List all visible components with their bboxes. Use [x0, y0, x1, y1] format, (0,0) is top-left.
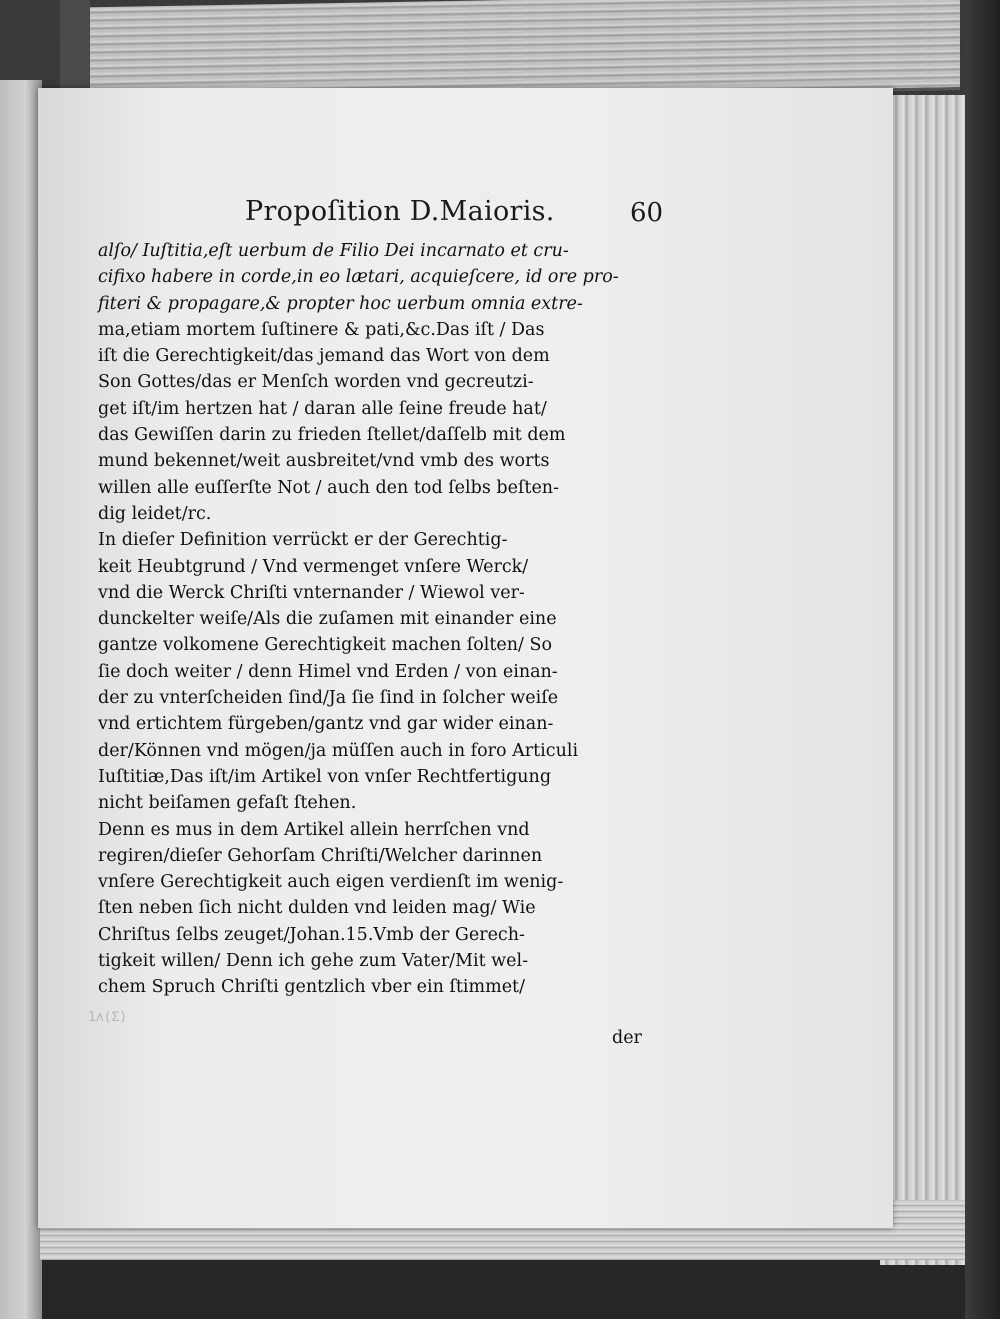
text-line: ſie doch weiter / denn Himel vnd Erden / von einan-: [98, 661, 558, 682]
text-line: Son Gottes/das er Menſch worden vnd gecreutzi-: [98, 372, 534, 393]
catchword: der: [612, 1028, 642, 1048]
text-line: willen alle euſſerſte Not / auch den tod ſelbs beſten-: [98, 477, 559, 498]
text-line: der zu vnterſcheiden ſind/Ja ſie ſind in ſolcher weiſe: [98, 688, 559, 709]
background-right: [965, 0, 1000, 1319]
faint-stamp: 1ʌ(Σ): [88, 1010, 128, 1025]
page-stack-right: [880, 95, 969, 1265]
text-line: alſo/ Iuſtitia,eſt uerbum de Filio Dei incarnato et cru-: [98, 241, 569, 261]
text-line: tigkeit willen/ Denn ich gehe zum Vater/Mit wel-: [98, 951, 529, 972]
text-line: nicht beiſamen gefaſt ſtehen.: [98, 793, 357, 814]
text-line: gantze volkomene Gerechtigkeit machen ſolten/ So: [98, 635, 553, 656]
binding-shadow: [60, 0, 90, 90]
text-line: regiren/dieſer Gehorſam Chriſti/Welcher darinnen: [98, 845, 543, 866]
text-line: das Gewiſſen darin zu frieden ſtellet/daſſelb mit dem: [98, 425, 566, 446]
text-line: keit Heubtgrund / Vnd vermenget vnſere Werck/: [98, 556, 529, 577]
text-line: vnd die Werck Chriſti vnternander / Wiewol ver-: [98, 582, 525, 603]
text-line: vnd ertichtem fürgeben/gantz vnd gar wider einan-: [98, 714, 554, 735]
text-line: fiteri & propagare,& propter hoc uerbum omnia extre-: [98, 293, 583, 314]
text-line: iſt die Gerechtigkeit/das jemand das Wort von dem: [98, 346, 550, 367]
text-line: dig leidet/rc.: [98, 503, 212, 524]
text-line: get iſt/im hertzen hat / daran alle ſeine freude hat/: [98, 398, 547, 419]
text-line: ma,etiam mortem ſuſtinere & pati,&c.Das iſt / Das: [98, 319, 545, 340]
body-text: [98, 238, 658, 1001]
running-head: Propoſition D.Maioris.: [245, 196, 555, 227]
text-line: Chriſtus ſelbs zeuget/Johan.15.Vmb der Gerech-: [98, 924, 525, 945]
text-line: Denn es mus in dem Artikel allein herrſchen vnd: [98, 819, 530, 840]
text-line: mund bekennet/weit ausbreitet/vnd vmb des worts: [98, 451, 550, 472]
text-line: der/Können vnd mögen/ja müſſen auch in foro Articuli: [98, 740, 579, 761]
left-facing-page-edge: [0, 80, 42, 1319]
page-number: 60: [630, 198, 664, 228]
text-line: chem Spruch Chriſti gentzlich vber ein ſtimmet/: [98, 977, 525, 998]
text-line: In dieſer Definition verrückt er der Gerechtig-: [98, 530, 508, 551]
text-line: vnſere Gerechtigkeit auch eigen verdienſt im wenig-: [98, 872, 564, 893]
text-line: Iuſtitiæ,Das iſt/im Artikel von vnſer Rechtfertigung: [98, 766, 552, 787]
text-line: ſten neben ſich nicht dulden vnd leiden mag/ Wie: [98, 898, 536, 919]
text-line: dunckelter weiſe/Als die zuſamen mit einander eine: [98, 609, 557, 630]
text-line: cifixo habere in corde,in eo lætari, acquieſcere, id ore pro-: [98, 267, 619, 288]
